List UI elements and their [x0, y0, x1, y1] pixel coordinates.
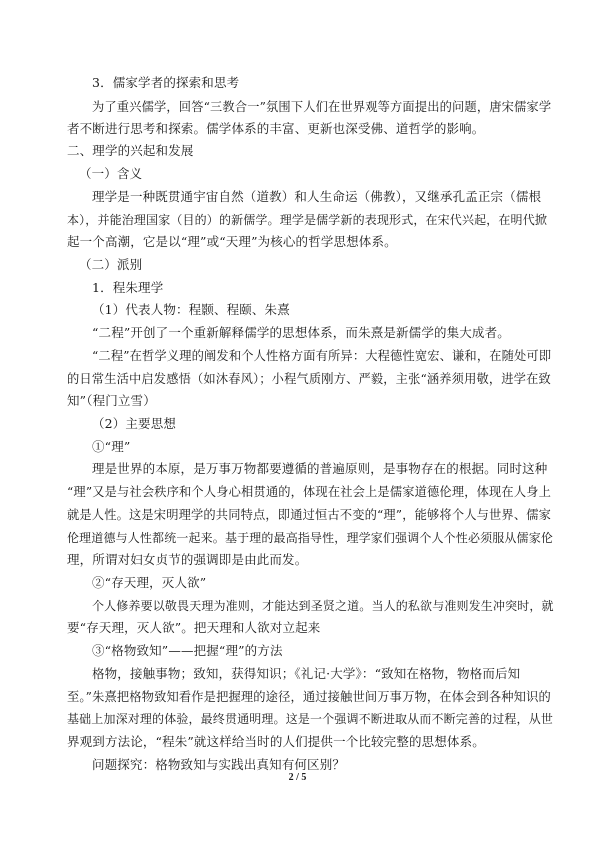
point-heading: ①“理”: [92, 439, 131, 454]
body-paragraph-line: 起一个高潮，它是以“理”或“天理”为核心的哲学思想体系。: [67, 234, 397, 249]
point-heading: ③“格物致知”——把握“理”的方法: [92, 643, 283, 658]
body-paragraph-line: “二程”在哲学义理的阐发和个人性格方面有所异：大程德性宽宏、谦和，在随处可即: [92, 349, 552, 363]
body-paragraph-line: 至。”朱熹把格物致知看作是把握理的途径，通过接触世间万事万物，在体会到各种知识的: [67, 690, 551, 704]
body-paragraph-line: 格物，接触事物；致知，获得知识；《礼记·大学》：“致知在格物，物格而后知: [92, 666, 521, 681]
subsection-heading: （一）含义: [79, 166, 143, 181]
section-heading: 3．儒家学者的探索和思考: [92, 75, 240, 90]
body-paragraph-line: 理，所谓对妇女贞节的强调即是由此而发。: [67, 552, 308, 567]
body-paragraph-line: 要“存天理，灭人欲”。把天理和人欲对立起来: [67, 620, 321, 635]
body-paragraph-line: “理”又是与社会秩序和个人身心相贯通的，体现在社会上是儒家道德伦理，体现在人身上: [67, 485, 552, 499]
body-paragraph-line: 个人修养要以敬畏天理为准则，才能达到圣贤之道。当人的私欲与准则发生冲突时，就: [92, 599, 554, 613]
body-paragraph-line: 理是世界的本原，是万事万物都要遵循的普遍原则，是事物存在的根据。同时这种: [92, 461, 548, 476]
subsection-heading: （二）派别: [79, 257, 143, 272]
body-paragraph-line: 本），并能治理国家（目的）的新儒学。理学是儒学新的表现形式，在宋代兴起，在明代掀: [67, 213, 548, 227]
body-paragraph-line: 伦理道德与人性都统一起来。基于理的最高指导性，理学家们强调个人个性必须服从儒家伦: [67, 531, 554, 545]
point-heading: ②“存天理，灭人欲”: [92, 575, 207, 590]
body-paragraph-line: 基础上加深对理的体验，最终贯通明理。这是一个强调不断进取从而不断完善的过程，从世: [67, 712, 554, 726]
body-paragraph-line: “二程”开创了一个重新解释儒学的思想体系，而朱熹是新儒学的集大成者。: [92, 325, 510, 340]
body-paragraph-line: 者不断进行思考和探索。儒学体系的丰富、更新也深受佛、道哲学的影响。: [67, 121, 485, 136]
list-heading: （1）代表人物：程颢、程颐、朱熹: [92, 302, 290, 317]
body-paragraph-line: 知”（程门立雪）: [67, 393, 156, 408]
body-paragraph-line: 理学是一种既贯通宇宙自然（道教）和人生命运（佛教），又继承孔孟正宗（儒根: [92, 189, 542, 204]
body-paragraph-line: 界观到方法论，“程朱”就这样给当时的人们提供一个比较完整的思想体系。: [67, 734, 485, 749]
body-paragraph-line: 的日常生活中启发感悟（如沐春风）；小程气质刚方、严毅，主张“涵养须用敬，进学在致: [67, 372, 551, 386]
body-paragraph-line: 为了重兴儒学，回答“三教合一”氛围下人们在世界观等方面提出的问题，唐宋儒家学: [92, 100, 552, 114]
question-line: 问题探究：格物致知与实践出真知有何区别？: [92, 757, 346, 772]
list-heading: （2）主要思想: [92, 416, 177, 431]
subsection-heading: 1．程朱理学: [92, 280, 164, 295]
page-number: 2 / 5: [288, 772, 307, 783]
body-paragraph-line: 就是人性。这是宋明理学的共同特点，即通过恒古不变的“理”，能够将个人与世界、儒家: [67, 508, 552, 522]
chapter-heading: 二、理学的兴起和发展: [67, 143, 194, 158]
